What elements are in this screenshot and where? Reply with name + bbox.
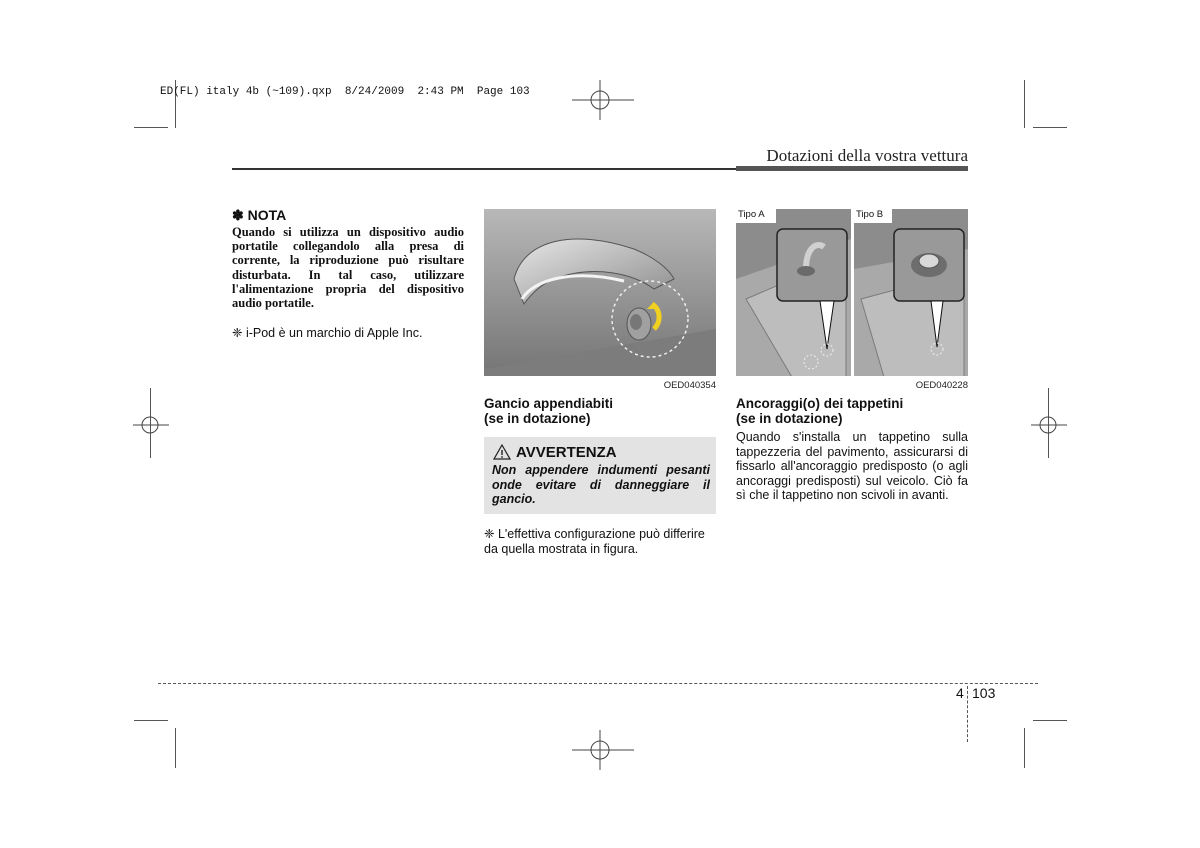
registration-mark-icon bbox=[572, 78, 634, 122]
crop-mark bbox=[134, 127, 168, 128]
mat-label-b: Tipo B bbox=[856, 209, 884, 220]
mat-image-code: OED040228 bbox=[915, 380, 968, 391]
page-separator bbox=[967, 686, 969, 742]
crop-mark bbox=[1033, 127, 1067, 128]
crop-mark bbox=[1024, 80, 1025, 128]
nota-body: Quando si utilizza un dispositivo audio portatile collegandolo alla presa di corrente, la riproduzione può risultare disturbata. In tal caso, utilizzare l'alimentazione propria del dispositivo audio portatile. bbox=[232, 225, 464, 311]
page-number: 103 bbox=[972, 685, 996, 701]
header-bar bbox=[736, 166, 968, 171]
nota-title: ✽ NOTA bbox=[232, 207, 287, 223]
coat-hook-image bbox=[484, 209, 716, 392]
crop-mark bbox=[1033, 720, 1067, 721]
hook-heading-line1: Gancio appendiabiti bbox=[484, 396, 614, 411]
hook-heading-line2: (se in dotazione) bbox=[484, 411, 591, 426]
warning-body: Non appendere indumenti pesanti onde evitare di danneggiare il gancio. bbox=[492, 463, 710, 506]
warning-title: AVVERTENZA bbox=[516, 444, 617, 461]
section-title: Dotazioni della vostra vettura bbox=[766, 146, 968, 165]
mat-heading-line1: Ancoraggi(o) dei tappetini bbox=[736, 396, 904, 411]
registration-mark-icon bbox=[572, 728, 634, 772]
warning-triangle-icon bbox=[493, 444, 511, 460]
mat-heading-line2: (se in dotazione) bbox=[736, 411, 843, 426]
crop-mark bbox=[134, 720, 168, 721]
crop-mark bbox=[1024, 728, 1025, 768]
hook-image-code: OED040354 bbox=[663, 380, 716, 391]
crop-mark bbox=[175, 728, 176, 768]
print-header: ED(FL) italy 4b (~109).qxp 8/24/2009 2:43 PM Page 103 bbox=[160, 86, 530, 98]
registration-mark-icon bbox=[1031, 410, 1067, 440]
footer-rule bbox=[158, 683, 1038, 684]
configuration-note: ❈ L'effettiva configurazione può differire da quella mostrata in figura. bbox=[484, 527, 705, 556]
mat-body: Quando s'installa un tappetino sulla tappezzeria del pavimento, assicurarsi di fissarlo all'ancoraggio predisposto (o agli ancoraggi predisposti) sul veicolo. Ciò fa sì che il tappetino non scivoli in avanti. bbox=[736, 430, 968, 503]
mat-label-a: Tipo A bbox=[738, 209, 765, 220]
registration-mark-icon bbox=[133, 410, 169, 440]
floor-mat-anchor-image bbox=[736, 209, 968, 392]
hook-heading bbox=[484, 396, 613, 426]
chapter-number: 4 bbox=[956, 685, 964, 701]
mat-heading bbox=[736, 396, 903, 426]
ipod-note: ❈ i-Pod è un marchio di Apple Inc. bbox=[232, 326, 423, 340]
